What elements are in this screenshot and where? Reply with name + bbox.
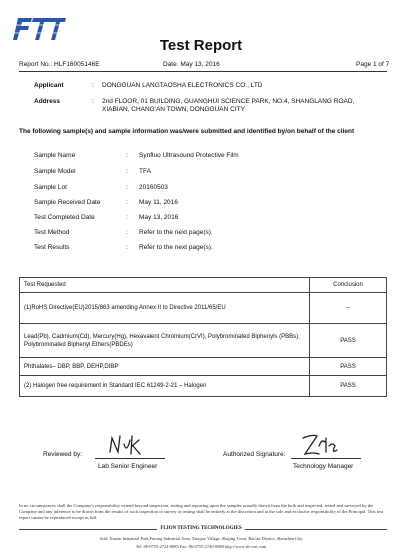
sample-model-label: Sample Model (34, 168, 76, 175)
test-results-colon: : (126, 244, 128, 251)
report-date: Date: May 13, 2016 (163, 61, 220, 68)
sample-name-label: Sample Name (34, 152, 76, 159)
table-row (20, 324, 387, 358)
row-requested: Phthalates– DBP, BBP, DEHP,DIBP (20, 358, 310, 376)
disclaimer: In no circumstances shall the Company's responsibility extend beyond inspection, testing and reporting upon the samples actually drawn from the bulk and inspected, tested and surveyed by the Company and any inference to be drawn from the results of such inspection or survey or testing shall be entirely at the discretion and at the sole and exclusive responsibility of the Principal. This test report cannot be reproduced except in full. (19, 503, 384, 520)
test-requested-table (19, 277, 387, 397)
row-conclusion: -- (310, 293, 387, 324)
received-date-label: Sample Received Date (34, 199, 101, 206)
table-row (20, 376, 387, 397)
completed-date-colon: : (126, 214, 128, 221)
table-row (20, 358, 387, 376)
reviewer-signature-line (95, 458, 165, 459)
address-colon: : (92, 98, 94, 105)
authorized-signature-label: Authorized Signature: (223, 451, 286, 458)
header-conclusion: Conclusion (310, 278, 387, 293)
reviewed-by-label: Reviewed by: (43, 451, 83, 458)
report-number: Report No.: HLF16005146E (19, 61, 100, 68)
address-label: Address (34, 98, 61, 105)
sample-lot-value: 20160503 (139, 184, 168, 191)
row-requested: (1)RoHS Directive(EU)2015/863 amending Annex II to Directive 2011/65/EU (20, 293, 310, 324)
authorizer-signature-line (291, 458, 361, 459)
row-conclusion: PASS (310, 376, 387, 397)
footer-company (0, 526, 402, 531)
address-line-1: 2nd FLOOR, 01 BUILDING, GUANGHUI SCIENCE PARK, NO.4, SHANGLANG ROAD, (102, 98, 355, 105)
test-results-label: Test Results (34, 244, 70, 251)
received-date-colon: : (126, 199, 128, 206)
table-row (20, 293, 387, 324)
row-requested: Lead(Pb), Cadmium(Cd), Mercury(Hg), Hexavalent Chromium(CrVI), Polybrominated Biphenyls (PBBs), Polybrominated Biphenyl Ethers(PBDEs) (20, 324, 310, 358)
sample-model-colon: : (126, 168, 128, 175)
table-header-row (20, 278, 387, 293)
reviewer-title: Lab Senior Engineer (98, 463, 158, 470)
footer-address: Add: Xinxin Industrial Park,Furong Industrial Area, Xinqiao Village, Shajing Town, Bao'an District, Shenzhen City (99, 536, 303, 541)
test-method-value: Refer to the next page(s). (139, 229, 213, 236)
applicant-value: DONGGUAN LANGTAOSHA ELECTRONICS CO., LTD (102, 82, 263, 89)
applicant-colon: : (92, 82, 94, 89)
sample-lot-label: Sample Lot (34, 184, 67, 191)
sample-name-colon: : (126, 152, 128, 159)
authorizer-title: Technology Manager (293, 463, 354, 470)
authorizer-signature (297, 430, 339, 460)
report-title: Test Report (159, 37, 243, 54)
address-line-2: XIABIAN, CHANG'AN TOWN, DONGGUAN CITY (102, 106, 245, 113)
sample-model-value: TFA (139, 168, 151, 175)
reviewer-signature (106, 430, 146, 458)
applicant-label: Applicant (34, 82, 64, 89)
page-number: Page 1 of 7 (356, 61, 390, 68)
row-conclusion: PASS (310, 358, 387, 376)
header-divider (19, 71, 387, 72)
footer-company-name: FLION TESTING TECHNOLOGIES (157, 526, 244, 531)
header-test-requested: Test Requested (20, 278, 310, 293)
row-requested: (2) Halogen free requirement in Standard IEC 61249-2-21 – Halogen (20, 376, 310, 397)
completed-date-value: May 13, 2016 (139, 214, 179, 221)
sample-name-value: Synfluo Ultrasound Protective Film (139, 152, 239, 159)
sample-note: The following sample(s) and sample information was/were submitted and identified by/on behalf of the client (19, 128, 355, 135)
completed-date-label: Test Completed Date (34, 214, 95, 221)
footer-contact: Tel: 86-0755-2724-8885 Fax: 86-0755-2740-0080 http://www.ftt-cert.com (135, 544, 267, 549)
test-method-label: Test Method (34, 229, 70, 236)
row-conclusion: PASS (310, 324, 387, 358)
test-method-colon: : (126, 229, 128, 236)
test-results-value: Refer to the next page(s). (139, 244, 213, 251)
received-date-value: May 11, 2016 (139, 199, 178, 206)
sample-lot-colon: : (126, 184, 128, 191)
